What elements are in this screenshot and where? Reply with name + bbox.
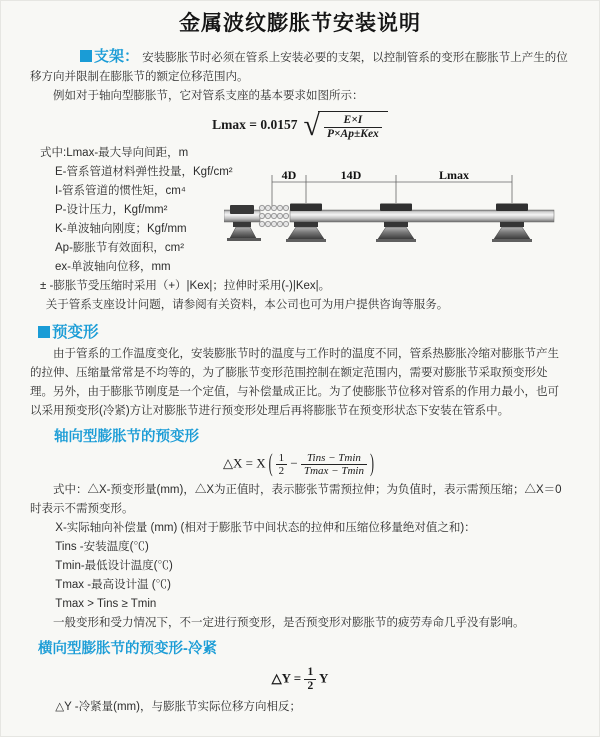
explanation-line: Tmin-最低设计温度(℃)	[55, 560, 173, 572]
support-body-text: 安装膨胀节时必须在管系上安装必要的支架，以控制管系的变形在膨胀节上产生的位移方向并限制在膨胀节的额定位移范围内。	[30, 52, 568, 83]
half-numerator: 1	[278, 452, 285, 464]
half-denominator: 2	[304, 679, 316, 693]
dim-label-lmax: Lmax	[439, 170, 469, 182]
sqrt-radical-icon: √	[303, 109, 320, 142]
axial-subheading: 轴向型膨胀节的预变形	[54, 429, 199, 445]
minus-operator: −	[290, 455, 298, 471]
axial-explanation-block	[30, 481, 570, 633]
formula-lead: △X = X	[223, 455, 266, 471]
preform-body-text: 由于管系的工作温度变化，安装膨胀节时的温度与工作时的温度不同，管系热膨胀冷缩对膨胀节产生的拉伸、压缩量常常是不均等的，为了膨胀节变形范围控制在额定范围内，需要对膨胀节采取预变形处理。另外，由于膨胀节刚度是一个定值，与补偿量成正比。为了使膨胀节位移对管系的作用力最小，也可以采用预变形(冷紧)方让对膨胀节进行预变形处理后再将膨胀节在预变形状态下安装在管系中。	[30, 348, 559, 417]
half-denominator: 2	[276, 464, 288, 477]
preform-section-heading	[30, 322, 570, 343]
sqrt-content	[318, 111, 388, 141]
formula-lhs: Lmax = 0.0157	[212, 117, 298, 133]
temp-denominator: Tmax − Tmin	[301, 464, 367, 477]
section-square-icon	[80, 50, 92, 62]
explanation-line: 一般变形和受力情况下，不一定进行预变形，是否预变形对膨胀节的疲劳寿命几乎没有影响。	[53, 617, 525, 629]
half-numerator: 1	[307, 666, 314, 678]
pipe-saddle-support	[492, 204, 532, 243]
variable-definitions-block	[30, 144, 570, 296]
guide-spacing-formula	[30, 111, 570, 141]
support-section-heading: 支架：	[94, 48, 140, 65]
explanation-line: Tins -安装温度(℃)	[55, 541, 149, 553]
pipe-saddle-support	[286, 204, 326, 243]
bellows-icon	[259, 205, 288, 226]
preform-heading-label: 预变形	[52, 324, 99, 341]
variable-item: K-单波轴向刚度；Kgf/mm	[55, 223, 187, 235]
lateral-note-text: △Y -冷紧量(mm)，与膨胀节实际位移方向相反；	[55, 701, 301, 713]
pipe-saddle-support	[376, 204, 416, 243]
variable-item: 式中:Lmax-最大导向间距，m	[40, 147, 189, 159]
formula-tail: Y	[318, 670, 329, 686]
section-square-icon	[38, 326, 50, 338]
pipe-support-diagram	[224, 170, 576, 244]
support-paragraph	[30, 47, 570, 87]
close-paren: )	[369, 448, 374, 478]
explanation-line: Tmax -最高设计温 (℃)	[55, 579, 171, 591]
anchor-support	[224, 205, 261, 241]
formula-lead: △Y =	[271, 670, 302, 686]
variable-item: I-管系管道的惯性矩，cm⁴	[55, 185, 186, 197]
variable-item: ± -膨胀节受压缩时采用（+）|Kex|；拉伸时采用(-)|Kex|。	[40, 280, 331, 292]
lateral-preform-formula	[30, 666, 570, 693]
lateral-subheading: 横向型膨胀节的预变形-冷紧	[38, 641, 217, 657]
explanation-line: X-实际轴向补偿量 (mm) (相对于膨胀节中间状态的拉伸和压缩位移量绝对值之和)：	[55, 522, 476, 534]
support-example-text: 例如对于轴向型膨胀节，它对管系支座的基本要求如图所示：	[53, 90, 364, 102]
variable-item: E-管系管道材料弹性投量，Kgf/cm²	[55, 166, 233, 178]
open-paren: (	[268, 448, 273, 478]
axial-preform-formula	[30, 448, 570, 478]
temp-numerator: Tins − Tmin	[307, 452, 361, 464]
page-title: 金属波纹膨胀节安装说明	[179, 12, 421, 35]
variable-item: ex-单波轴向位移，mm	[55, 261, 171, 273]
formula-numerator: E×I	[343, 114, 363, 126]
variable-item: Ap-膨胀节有效面积，cm²	[55, 242, 185, 254]
dim-label-4d: 4D	[281, 170, 297, 182]
formula-denominator: P×Ap±Kex	[324, 127, 382, 141]
explanation-line: Tmax > Tins ≥ Tmin	[55, 598, 157, 610]
explanation-line: 式中：△X-预变形量(mm)，△X为正值时，表示膨张节需预拉伸；为负值时，表示需预压缩；△X＝0时表示不需预变形。	[30, 484, 562, 515]
dimension-lines	[272, 175, 512, 206]
support-note-text: 关于管系支座设计问题，请参阅有关资料，本公司也可为用户提供咨询等服务。	[45, 299, 449, 311]
dim-label-14d: 14D	[340, 170, 362, 182]
variable-item: P-设计压力，Kgf/mm²	[55, 204, 168, 216]
pipe	[290, 210, 554, 222]
